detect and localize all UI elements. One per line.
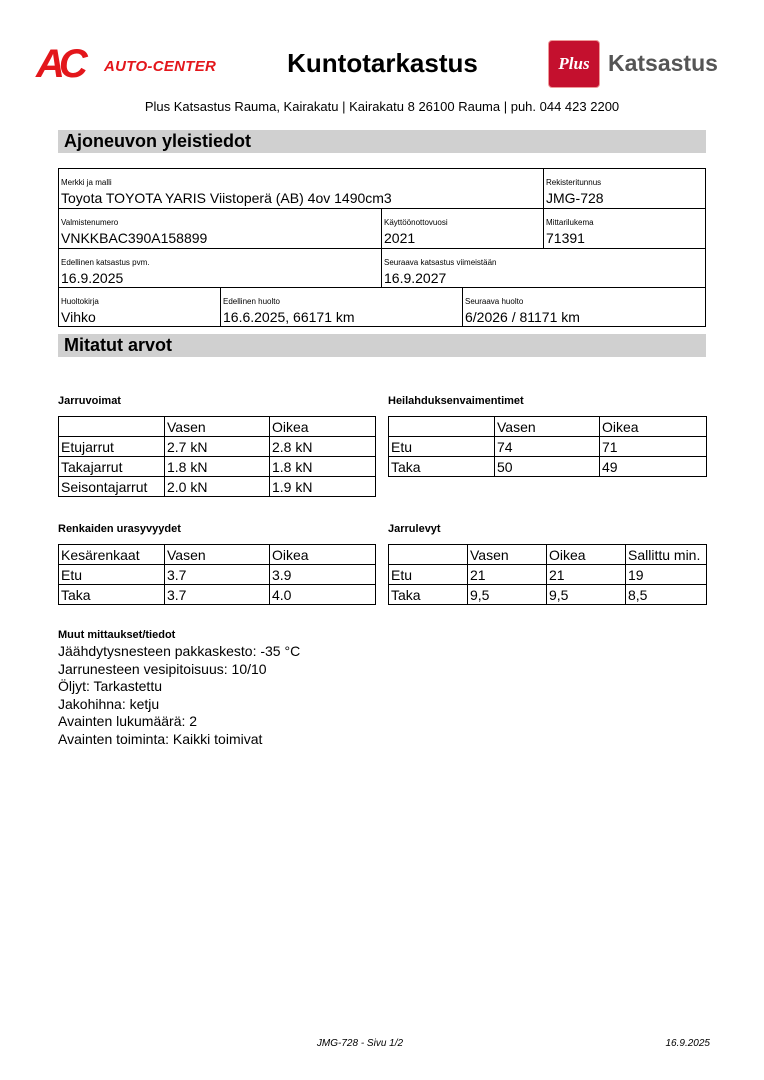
field-value: 16.9.2027 (384, 270, 447, 286)
table-cell: Vasen (495, 417, 600, 437)
table-cell: Oikea (270, 545, 376, 565)
table-cell: Vasen (165, 417, 270, 437)
section-general-heading: Ajoneuvon yleistiedot (58, 130, 706, 153)
plus-logo-text: Katsastus (608, 50, 718, 76)
table-cell: 2.8 kN (270, 437, 376, 457)
prev-service-cell (221, 288, 463, 326)
table-cell: 8,5 (626, 585, 707, 605)
table-cell: 4.0 (270, 585, 376, 605)
other-line: Jäähdytysnesteen pakkaskesto: -35 °C (58, 643, 301, 659)
next-inspection-cell (382, 249, 705, 288)
table-cell: Vasen (468, 545, 547, 565)
table-cell: Takajarrut (59, 457, 165, 477)
table-cell: Oikea (270, 417, 376, 437)
table-cell: Seisontajarrut (59, 477, 165, 497)
table-row (59, 565, 376, 585)
tires-table (58, 544, 376, 605)
field-value: 71391 (546, 230, 585, 246)
table-cell: Taka (389, 457, 495, 477)
other-line: Avainten toiminta: Kaikki toimivat (58, 730, 263, 747)
discs-table (388, 544, 707, 605)
table-cell (389, 545, 468, 565)
tires-title: Renkaiden urasyvyydet (58, 523, 181, 535)
table-cell: Taka (389, 585, 468, 605)
table-cell: 3.7 (165, 565, 270, 585)
table-cell: 2.0 kN (165, 477, 270, 497)
plus-logo-box: Plus (548, 40, 600, 88)
service-book-cell (59, 288, 221, 326)
field-label: Edellinen katsastus pvm. (61, 258, 150, 267)
table-row (59, 545, 376, 565)
table-cell: 2.7 kN (165, 437, 270, 457)
field-label: Valmistenumero (61, 218, 119, 227)
footer-date: 16.9.2025 (665, 1038, 710, 1049)
table-cell (389, 417, 495, 437)
vehicle-info-box (58, 168, 706, 327)
table-cell: 1.8 kN (270, 457, 376, 477)
table-row (59, 477, 376, 497)
table-row (389, 417, 707, 437)
other-line: Öljyt: Tarkastettu (58, 678, 163, 695)
auto-center-logo (36, 44, 226, 86)
table-cell: Etujarrut (59, 437, 165, 457)
page-title: Kuntotarkastus (287, 48, 478, 78)
table-cell: 19 (626, 565, 707, 585)
field-label: Mittarilukema (546, 218, 594, 227)
field-label: Huoltokirja (61, 297, 99, 306)
odometer-cell (544, 209, 705, 249)
table-cell: Oikea (600, 417, 707, 437)
field-value: JMG-728 (546, 190, 604, 206)
table-cell: Sallittu min. (626, 545, 707, 565)
table-cell: Etu (389, 565, 468, 585)
field-value: 16.6.2025, 66171 km (223, 309, 355, 325)
table-cell: 21 (468, 565, 547, 585)
table-cell: 9,5 (547, 585, 626, 605)
table-cell: 1.8 kN (165, 457, 270, 477)
field-label: Käyttöönottovuosi (384, 218, 448, 227)
plus-katsastus-logo (548, 40, 728, 88)
reg-cell (544, 169, 705, 209)
table-cell: 1.9 kN (270, 477, 376, 497)
other-measurements-list (58, 643, 300, 749)
brakes-title: Jarruvoimat (58, 395, 121, 407)
footer-page-number: JMG-728 - Sivu 1/2 (316, 1038, 404, 1049)
brakes-table (58, 416, 376, 497)
table-row (59, 437, 376, 457)
other-title: Muut mittaukset/tiedot (58, 629, 176, 641)
table-row (389, 585, 707, 605)
shocks-title: Heilahduksenvaimentimet (388, 395, 524, 407)
address-line: Plus Katsastus Rauma, Kairakatu | Kairakatu 8 26100 Rauma | puh. 044 423 2200 (144, 99, 620, 114)
table-row (59, 417, 376, 437)
next-service-cell (463, 288, 705, 326)
table-row (389, 457, 707, 477)
field-label: Seuraava katsastus viimeistään (384, 258, 497, 267)
field-label: Merkki ja malli (61, 178, 112, 187)
table-cell: 3.9 (270, 565, 376, 585)
field-label: Edellinen huolto (223, 297, 280, 306)
section-measured-heading: Mitatut arvot (58, 334, 706, 357)
shocks-table (388, 416, 707, 477)
field-label: Seuraava huolto (465, 297, 524, 306)
field-value: Vihko (61, 309, 96, 325)
other-line: Jakohihna: ketju (58, 695, 160, 712)
table-cell: 49 (600, 457, 707, 477)
field-value: VNKKBAC390A158899 (61, 230, 208, 246)
discs-title: Jarrulevyt (388, 523, 441, 535)
ac-logo-mark: AC (36, 42, 82, 86)
table-cell: 74 (495, 437, 600, 457)
table-cell: Etu (59, 565, 165, 585)
table-row (389, 565, 707, 585)
year-cell (382, 209, 544, 249)
table-cell: 9,5 (468, 585, 547, 605)
table-cell: Taka (59, 585, 165, 605)
table-row (389, 545, 707, 565)
other-line: Avainten lukumäärä: 2 (58, 713, 198, 730)
ac-logo-text: AUTO-CENTER (104, 58, 217, 75)
table-cell (59, 417, 165, 437)
field-value: Toyota TOYOTA YARIS Viistoperä (AB) 4ov 1490cm3 (61, 190, 392, 206)
field-value: 16.9.2025 (61, 270, 124, 286)
table-cell: 71 (600, 437, 707, 457)
field-value: 2021 (384, 230, 416, 246)
table-cell: Etu (389, 437, 495, 457)
vin-cell (59, 209, 382, 249)
make-cell (59, 169, 544, 209)
other-line: Jarrunesteen vesipitoisuus: 10/10 (58, 660, 267, 677)
table-cell: 50 (495, 457, 600, 477)
table-cell: Vasen (165, 545, 270, 565)
table-row (59, 457, 376, 477)
prev-inspection-cell (59, 249, 382, 288)
field-label: Rekisteritunnus (546, 178, 602, 187)
table-cell: Kesärenkaat (59, 545, 165, 565)
table-cell: Oikea (547, 545, 626, 565)
table-row (59, 585, 376, 605)
table-row (389, 437, 707, 457)
table-cell: 21 (547, 565, 626, 585)
field-value: 6/2026 / 81171 km (465, 309, 580, 325)
table-cell: 3.7 (165, 585, 270, 605)
